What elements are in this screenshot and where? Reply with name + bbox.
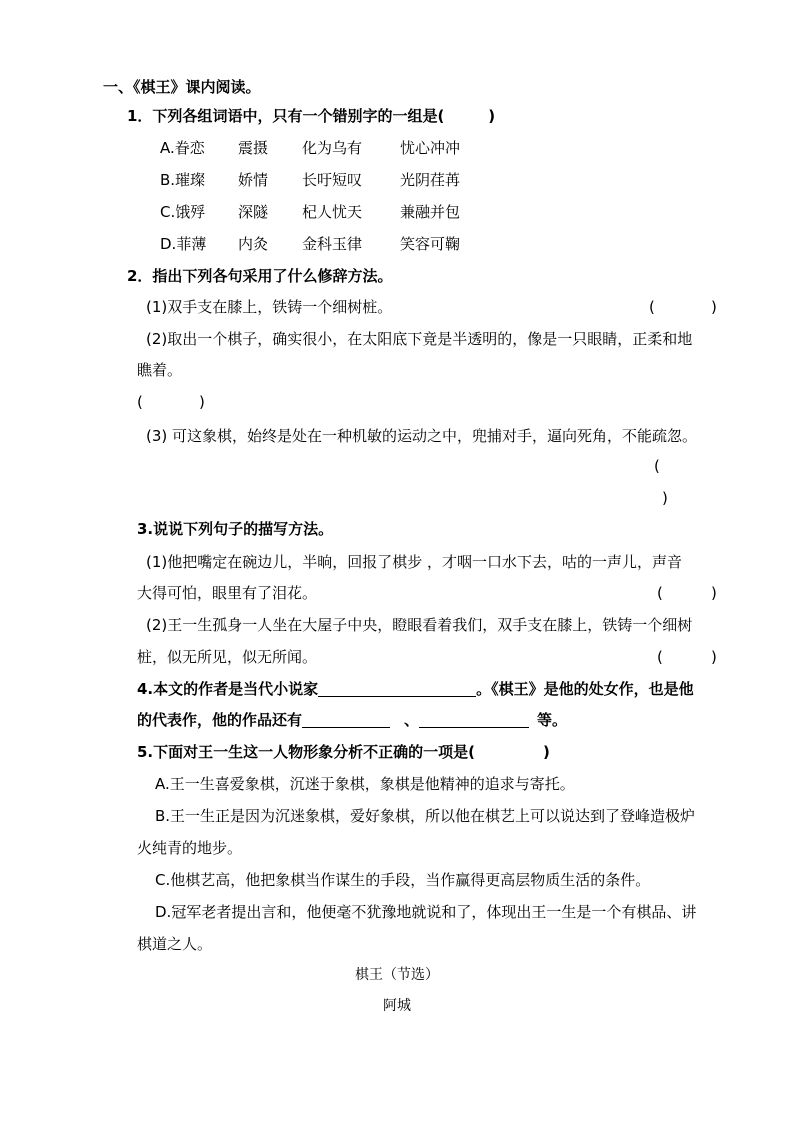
option-word: 化为乌有: [302, 139, 363, 157]
option-word: 金科玉律: [302, 235, 363, 253]
q4-work-blank-1[interactable]: [302, 711, 390, 728]
q2-sentence-3: (3) 可这象棋，始终是处在一种机敏的运动之中，兜捕对手，逼向死角，不能疏忽。: [146, 427, 698, 445]
option-word: 忧心冲冲: [400, 139, 461, 157]
option-word: 娇情: [238, 171, 269, 189]
q3-sentence-1-line2: 大得可怕，眼里有了泪花。: [137, 584, 318, 602]
q3-s2-paren-open: (: [657, 648, 663, 666]
option-label: A.眷恋: [160, 139, 205, 157]
question-4-line2: [137, 710, 567, 730]
q2-s3-paren-open: (: [654, 457, 660, 475]
q2-s3-paren-close: ): [662, 489, 668, 507]
question-5-text: 5.下面对王一生这一人物形象分析不正确的一项是(: [137, 743, 475, 761]
q5-option-a: A.王一生喜爱象棋，沉迷于象棋，象棋是他精神的追求与寄托。: [155, 775, 575, 793]
q2-sentence-2-line1: (2)取出一个棋子，确实很小，在太阳底下竟是半透明的，像是一只眼睛，正柔和地: [146, 330, 693, 348]
q5-option-d-line1: D.冠军老者提出言和，他便毫不犹豫地就说和了，体现出王一生是一个有棋品、讲: [155, 903, 697, 921]
q2-s2-paren-close: ): [199, 393, 205, 411]
q3-sentence-2-line2: 桩，似无所见，似无所闻。: [137, 648, 318, 666]
q1-option-d: [160, 234, 460, 254]
option-word: 兼融并包: [400, 203, 461, 221]
option-word: 笑容可鞠: [400, 235, 461, 253]
option-word: 内灸: [238, 235, 269, 253]
question-1-text: 1．下列各组词语中，只有一个错别字的一组是(: [127, 107, 445, 125]
q3-s1-paren-close: ): [711, 584, 717, 602]
q5-option-d-line2: 棋道之人。: [137, 935, 213, 953]
question-3-prompt: 3.说说下列句子的描写方法。: [137, 520, 334, 538]
q2-sentence-2-line2: 瞧着。: [137, 361, 183, 379]
q1-option-c: [160, 202, 460, 222]
q4-work-blank-2[interactable]: [419, 711, 529, 728]
option-word: 震摄: [238, 139, 269, 157]
q2-s2-paren-open: (: [137, 393, 143, 411]
q3-s1-paren-open: (: [657, 584, 663, 602]
q2-s1-paren-close: ): [711, 298, 717, 316]
q4-part2: 。《棋王》是他的处女作，也是他: [476, 680, 694, 698]
q5-option-b-line1: B.王一生正是因为沉迷象棋，爱好象棋，所以他在棋艺上可以说达到了登峰造极炉: [155, 807, 696, 825]
option-word: 杞人忧天: [302, 203, 363, 221]
passage-title: 棋王（节选）: [355, 967, 439, 983]
q5-option-b-line2: 火纯青的地步。: [137, 839, 243, 857]
q5-option-c: C.他棋艺高，他把象棋当作谋生的手段，当作赢得更高层物质生活的条件。: [155, 871, 651, 889]
option-word: 长吁短叹: [302, 171, 363, 189]
option-word: 光阴荏苒: [400, 171, 461, 189]
question-1-paren-close: ): [488, 107, 496, 125]
q3-sentence-2-line1: (2)王一生孤身一人坐在大屋子中央，瞪眼看着我们，双手支在膝上，铁铸一个细树: [146, 616, 693, 634]
q4-separator: 、: [404, 711, 420, 729]
question-1-prompt: [127, 106, 495, 126]
q4-part3: 的代表作，他的作品还有: [137, 711, 303, 729]
option-label: B.璀璨: [160, 171, 206, 189]
question-5-prompt: [137, 742, 550, 762]
q1-option-b: [160, 170, 460, 190]
q3-sentence-1-line1: (1)他把嘴定在碗边儿，半晌，回报了棋步 ，才咽一口水下去，咕的一声儿，声音: [146, 553, 683, 571]
q1-option-a: [160, 138, 460, 158]
option-label: D.菲薄: [160, 235, 207, 253]
question-2-prompt: 2．指出下列各句采用了什么修辞方法。: [127, 267, 393, 285]
q2-s1-paren-open: (: [649, 298, 655, 316]
option-label: C.饿殍: [160, 203, 206, 221]
question-4-line1: [137, 679, 694, 699]
passage-author: 阿城: [383, 998, 411, 1014]
question-5-paren-close: ): [543, 743, 550, 761]
q2-sentence-1: (1)双手支在膝上，铁铸一个细树桩。: [146, 298, 393, 316]
section-heading: 一、《棋王》课内阅读。: [103, 78, 261, 96]
q4-part4: 等。: [537, 711, 568, 729]
option-word: 深隧: [238, 203, 269, 221]
q4-part1: 4.本文的作者是当代小说家: [137, 680, 319, 698]
q4-author-blank[interactable]: [318, 680, 476, 697]
q3-s2-paren-close: ): [711, 648, 717, 666]
